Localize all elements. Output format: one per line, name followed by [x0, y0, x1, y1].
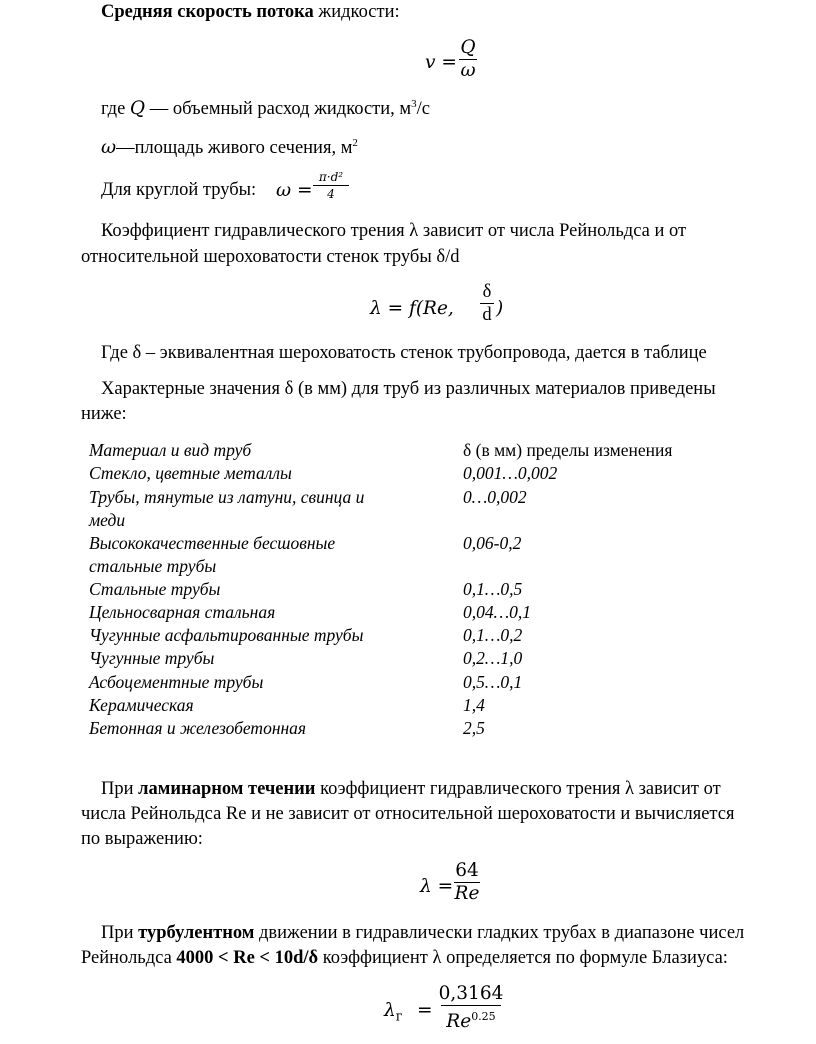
table-row-material: Стальные трубы — [89, 579, 221, 599]
formula-blasius-den-base: Re — [446, 1011, 472, 1033]
omega-var: ω — [101, 137, 117, 159]
laminar-pre: При — [101, 779, 139, 799]
paragraph-laminar-line3: по выражению: — [81, 829, 203, 849]
paragraph-omega — [101, 137, 358, 159]
laminar-term: ламинарном течении — [138, 779, 316, 799]
turbulent-pre: При — [101, 923, 139, 943]
table-row-value: 0,001…0,002 — [463, 463, 558, 483]
omega-text: —площадь живого сечения, м — [116, 138, 353, 159]
table-row-material: Чугунные трубы — [89, 648, 215, 668]
formula-blasius-lambda — [384, 1000, 403, 1025]
where-q-var: Q — [129, 98, 146, 120]
paragraph-characteristic-line2: ниже: — [81, 404, 127, 424]
paragraph-turbulent-line2 — [81, 948, 728, 969]
table-row-material: Керамическая — [89, 695, 194, 715]
mean-velocity-rest: жидкости: — [313, 2, 400, 22]
omega-sup: 2 — [352, 137, 358, 149]
formula-velocity-fraction — [459, 37, 477, 82]
where-q-sup: 3 — [411, 98, 417, 110]
formula-laminar-fraction — [454, 860, 480, 905]
table-row-material: Высококачественные бесшовные — [89, 533, 336, 553]
table-row-material-cont: меди — [89, 510, 126, 530]
formula-blasius-denominator — [446, 1006, 495, 1033]
formula-velocity-denominator: ω — [460, 60, 476, 81]
table-row-value: 0,5…0,1 — [463, 672, 523, 692]
mean-velocity-term: Средняя скорость потока — [101, 2, 314, 22]
paragraph-mean-velocity — [101, 2, 400, 23]
formula-lambda-denominator: d — [482, 305, 492, 325]
table-row-value: 0,04…0,1 — [463, 602, 532, 622]
paragraph-where-q — [101, 98, 430, 120]
round-pipe-fraction — [313, 169, 349, 202]
formula-blasius-numerator: 0,3164 — [438, 983, 504, 1004]
formula-blasius-lambda-base: λ — [384, 1000, 396, 1021]
paragraph-friction-line1: Коэффициент гидравлического трения λ зависит от числа Рейнольдса и от — [101, 221, 687, 241]
paragraph-friction-line2: относительной шероховатости стенок трубы δ/d — [81, 247, 460, 267]
formula-lambda-numerator: δ — [482, 282, 492, 302]
turbulent-line2-rest: коэффициент λ определяется по формуле Блазиуса: — [318, 948, 728, 968]
formula-lambda-lhs: λ = f(Re, — [370, 298, 454, 319]
table-row-value: 1,4 — [463, 695, 485, 715]
round-pipe-numerator: π·d² — [318, 170, 344, 184]
table-row-material: Асбоцементные трубы — [89, 672, 264, 692]
table-row-value: 0,1…0,5 — [463, 579, 523, 599]
paragraph-laminar-line1 — [101, 779, 721, 800]
table-header-material: Материал и вид труб — [89, 440, 252, 460]
table-row-value: 0,06-0,2 — [463, 533, 522, 553]
turbulent-rest: движении в гидравлически гладких трубах в диапазоне чисел — [254, 923, 745, 943]
formula-laminar-denominator: Re — [454, 883, 480, 904]
where-q-pre: где — [101, 99, 130, 120]
turbulent-term: турбулентном — [138, 923, 255, 943]
round-pipe-lhs: ω = — [276, 180, 313, 201]
paragraph-delta-equivalent: Где δ – эквивалентная шероховатость стенок трубопровода, дается в таблице — [101, 343, 707, 363]
table-header-delta: δ (в мм) пределы изменения — [463, 440, 673, 460]
paragraph-turbulent-line1 — [101, 923, 744, 944]
round-pipe-denominator: 4 — [327, 187, 335, 201]
formula-lambda-rhs: ) — [496, 298, 504, 319]
table-row-material: Стекло, цветные металлы — [89, 463, 292, 483]
table-row-value: 0,2…1,0 — [463, 648, 523, 668]
formula-blasius-subscript: г — [395, 1009, 403, 1025]
table-row-material: Цельносварная стальная — [89, 602, 276, 622]
table-row-value: 0…0,002 — [463, 487, 527, 507]
table-row-material: Трубы, тянутые из латуни, свинца и — [89, 487, 365, 507]
formula-lambda-fraction — [480, 281, 494, 326]
table-row-value: 0,1…0,2 — [463, 625, 523, 645]
formula-blasius-fraction — [438, 983, 504, 1033]
formula-velocity-lhs: v = — [425, 52, 457, 73]
paragraph-laminar-line2: числа Рейнольдса Re и не зависит от относительной шероховатости и вычисляется — [81, 804, 735, 824]
laminar-rest: коэффициент гидравлического трения λ зависит от — [315, 779, 721, 799]
round-pipe-text: Для круглой трубы: — [101, 180, 257, 200]
table-row-value: 2,5 — [463, 718, 485, 738]
formula-blasius-exponent: 0.25 — [471, 1010, 496, 1023]
table-row-material: Бетонная и железобетонная — [89, 718, 307, 738]
turbulent-line2-pre: Рейнольдса — [81, 948, 177, 968]
formula-laminar-numerator: 64 — [455, 860, 479, 881]
paragraph-characteristic-line1: Характерные значения δ (в мм) для труб из различных материалов приведены — [101, 379, 716, 399]
formula-blasius-eq: = — [417, 1000, 433, 1021]
table-row-material: Чугунные асфальтированные трубы — [89, 625, 364, 645]
formula-velocity-numerator: Q — [460, 37, 476, 58]
where-q-text: — объемный расход жидкости, м — [145, 99, 412, 120]
table-row-material-cont: стальные трубы — [89, 556, 217, 576]
where-q-post: /с — [416, 99, 430, 120]
turbulent-re-range: 4000 < Re < 10d/δ — [176, 948, 319, 968]
formula-laminar-lhs: λ = — [420, 876, 454, 897]
